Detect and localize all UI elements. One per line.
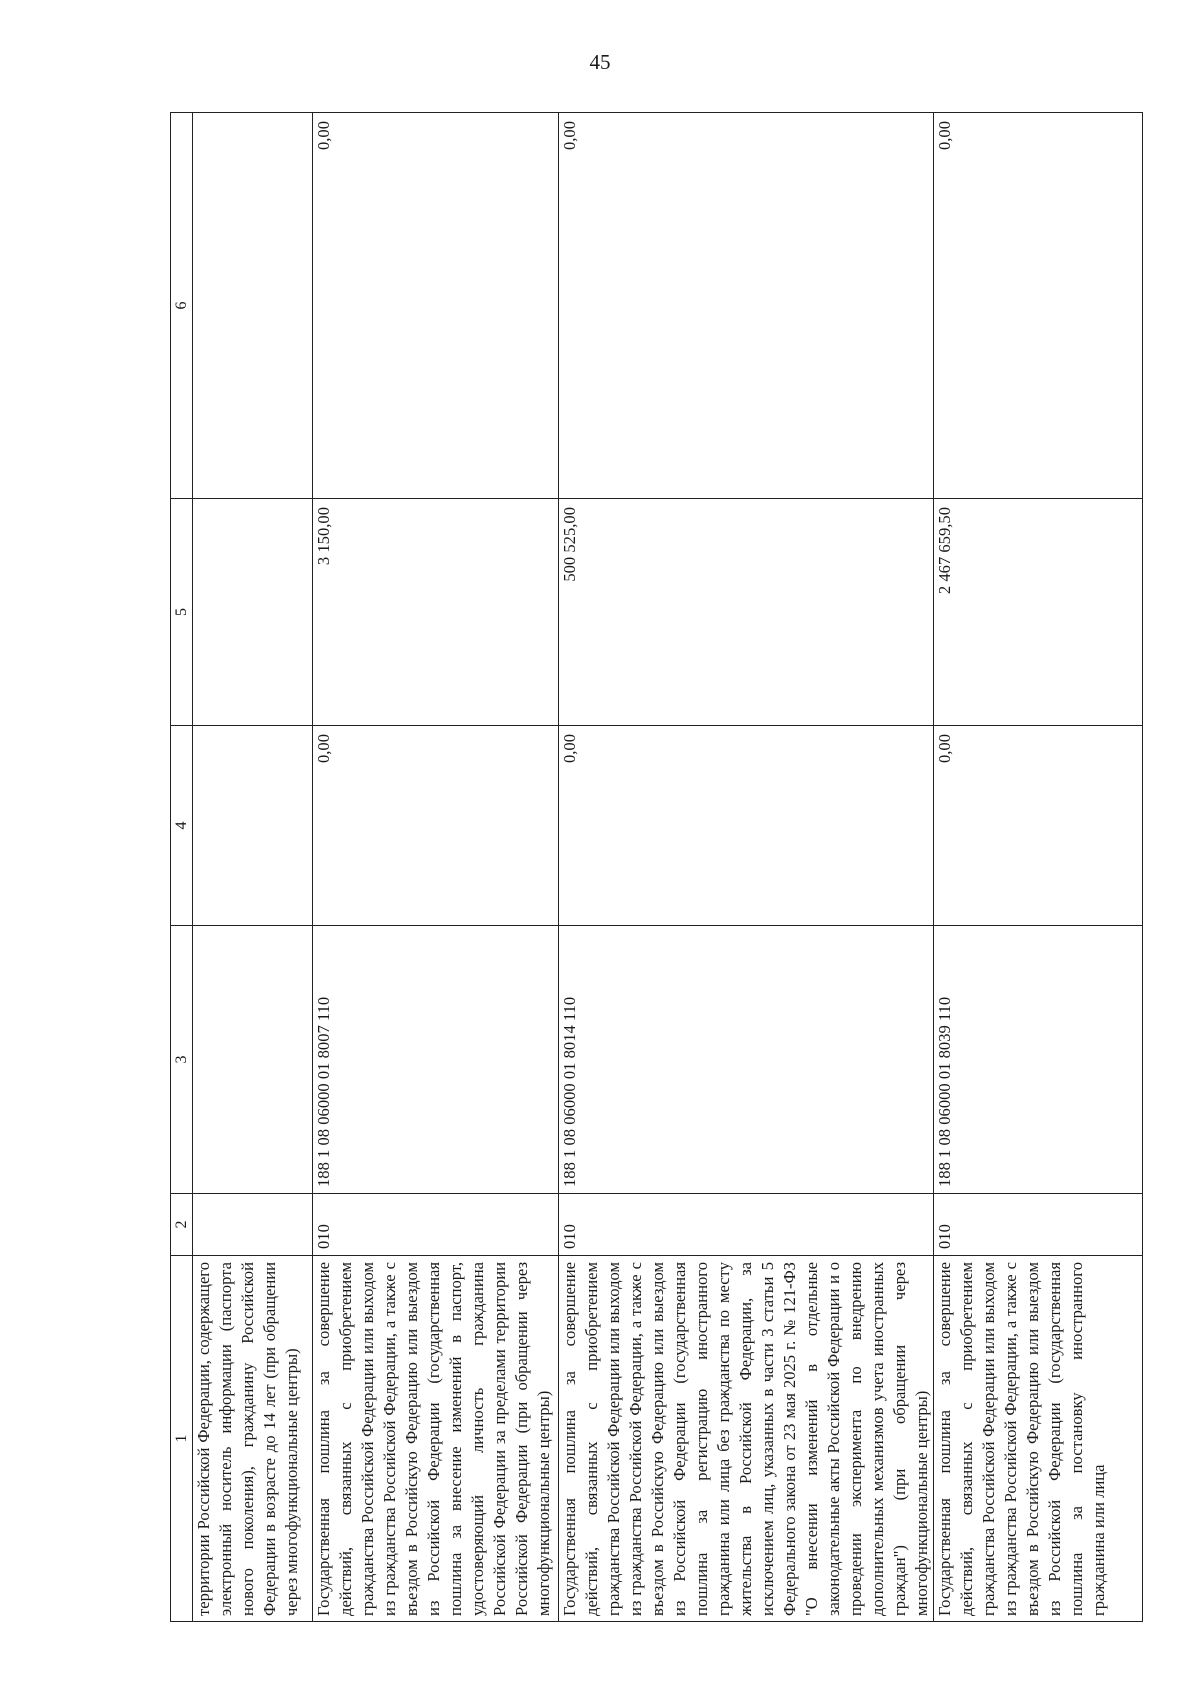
column-header-3: 3 [171,926,193,1194]
row-value-col5: 2 467 659,50 [934,499,1143,726]
row-description: Государственная пошлина за совершение действий, связанных с приобретением гражданства Российской Федерации или выходом из гражданства Российской Федерации, а также с въездом в Российскую Федерацию или выездом из Российской Федерации (государственная пошлина за внесение изменений в паспорт, удостоверяющий личность гражданина Российской Федерации за пределами территории Российской Федерации (при обращении через многофункциональные центры) [313,1256,559,1622]
row-budget-code: 188 1 08 06000 01 8039 110 [934,926,1143,1194]
row-description: Государственная пошлина за совершение действий, связанных с приобретением гражданства Российской Федерации или выходом из гражданства Российской Федерации, а также с въездом в Российскую Федерацию или выездом из Российской Федерации (государственная пошлина за постановку иностранного гражданина или лица [934,1256,1143,1622]
row-value-col5: 500 525,00 [559,499,934,726]
column-header-6: 6 [171,113,193,499]
row-value-col6: 0,00 [934,113,1143,499]
row-value-col6: 0,00 [559,113,934,499]
column-header-1: 1 [171,1256,193,1622]
row-budget-code [193,926,313,1194]
row-value-col6: 0,00 [313,113,559,499]
table-header-row [171,113,193,1622]
row-budget-code: 188 1 08 06000 01 8014 110 [559,926,934,1194]
row-value-col4: 0,00 [559,726,934,926]
row-admin-code: 010 [934,1194,1143,1256]
row-value-col5: 3 150,00 [313,499,559,726]
row-value-col4 [193,726,313,926]
column-header-4: 4 [171,726,193,926]
table-row [193,113,313,1622]
row-description: территории Российской Федерации, содержащего электронный носитель информации (паспорта нового поколения), гражданину Российской Федерации в возрасте до 14 лет (при обращении через многофункциональные центры) [193,1256,313,1622]
row-admin-code [193,1194,313,1256]
rotated-table-container [170,113,1110,1622]
row-value-col4: 0,00 [313,726,559,926]
column-header-2: 2 [171,1194,193,1256]
row-budget-code: 188 1 08 06000 01 8007 110 [313,926,559,1194]
row-admin-code: 010 [313,1194,559,1256]
table-row [313,113,559,1622]
row-value-col5 [193,499,313,726]
column-header-5: 5 [171,499,193,726]
row-description: Государственная пошлина за совершение действий, связанных с приобретением гражданства Российской Федерации или выходом из гражданства Российской Федерации, а также с въездом в Российскую Федерацию или выездом из Российской Федерации (государственная пошлина за регистрацию иностранного гражданина или лица без гражданства по месту жительства в Российской Федерации, за исключением лиц, указанных в части 3 статьи 5 Федерального закона от 23 мая 2025 г. № 121-ФЗ "О внесении изменений в отдельные законодательные акты Российской Федерации и о проведении эксперимента по внедрению дополнительных механизмов учета иностранных граждан") (при обращении через многофункциональные центры) [559,1256,934,1622]
page-number: 45 [589,50,611,74]
row-value-col6 [193,113,313,499]
table-row [559,113,934,1622]
table-row [934,113,1143,1622]
row-admin-code: 010 [559,1194,934,1256]
budget-table [170,112,1143,1622]
row-value-col4: 0,00 [934,726,1143,926]
